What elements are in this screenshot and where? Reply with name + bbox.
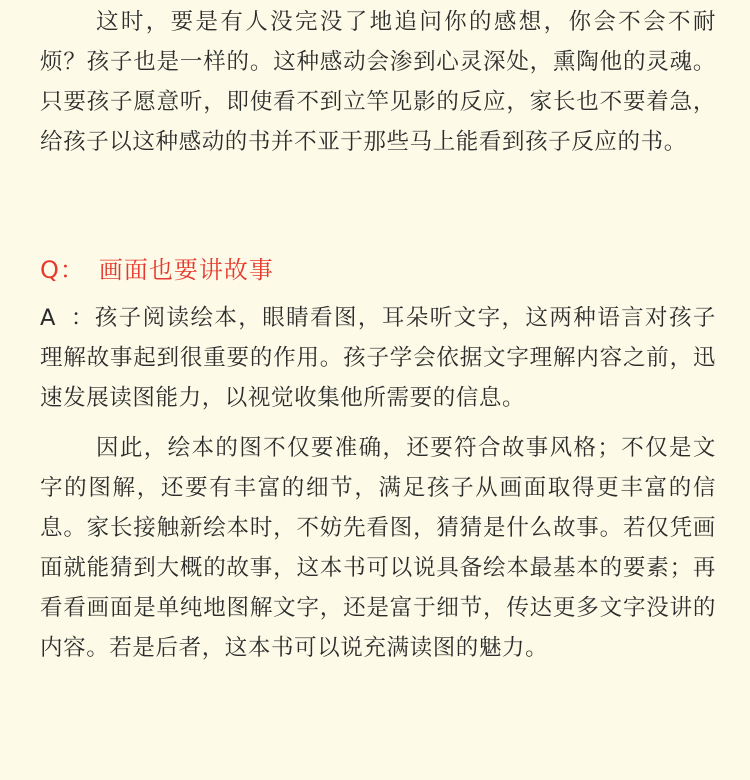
answer-paragraph <box>40 298 716 418</box>
question-text: 画面也要讲故事 <box>98 256 274 284</box>
question-label: Q： <box>40 256 85 284</box>
intro-paragraph: 这时，要是有人没完没了地追问你的感想，你会不会不耐烦？孩子也是一样的。这种感动会渗到心灵深处，熏陶他的灵魂。只要孩子愿意听，即使看不到立竿见影的反应，家长也不要着急，给孩子以这种感动的书并不亚于那些马上能看到孩子反应的书。 <box>40 9 716 155</box>
answer-body: ：孩子阅读绘本，眼睛看图，耳朵听文字，这两种语言对孩子理解故事起到很重要的作用。孩子学会依据文字理解内容之前，迅速发展读图能力，以视觉收集他所需要的信息。 <box>40 305 716 411</box>
question-heading <box>40 250 716 290</box>
answer-label: A <box>40 305 56 331</box>
followup-paragraph: 因此，绘本的图不仅要准确，还要符合故事风格；不仅是文字的图解，还要有丰富的细节，满足孩子从画面取得更丰富的信息。家长接触新绘本时，不妨先看图，猜猜是什么故事。若仅凭画面就能猜到大概的故事，这本书可以说具备绘本最基本的要素；再看看画面是单纯地图解文字，还是富于细节，传达更多文字没讲的内容。若是后者，这本书可以说充满读图的魅力。 <box>40 435 716 661</box>
